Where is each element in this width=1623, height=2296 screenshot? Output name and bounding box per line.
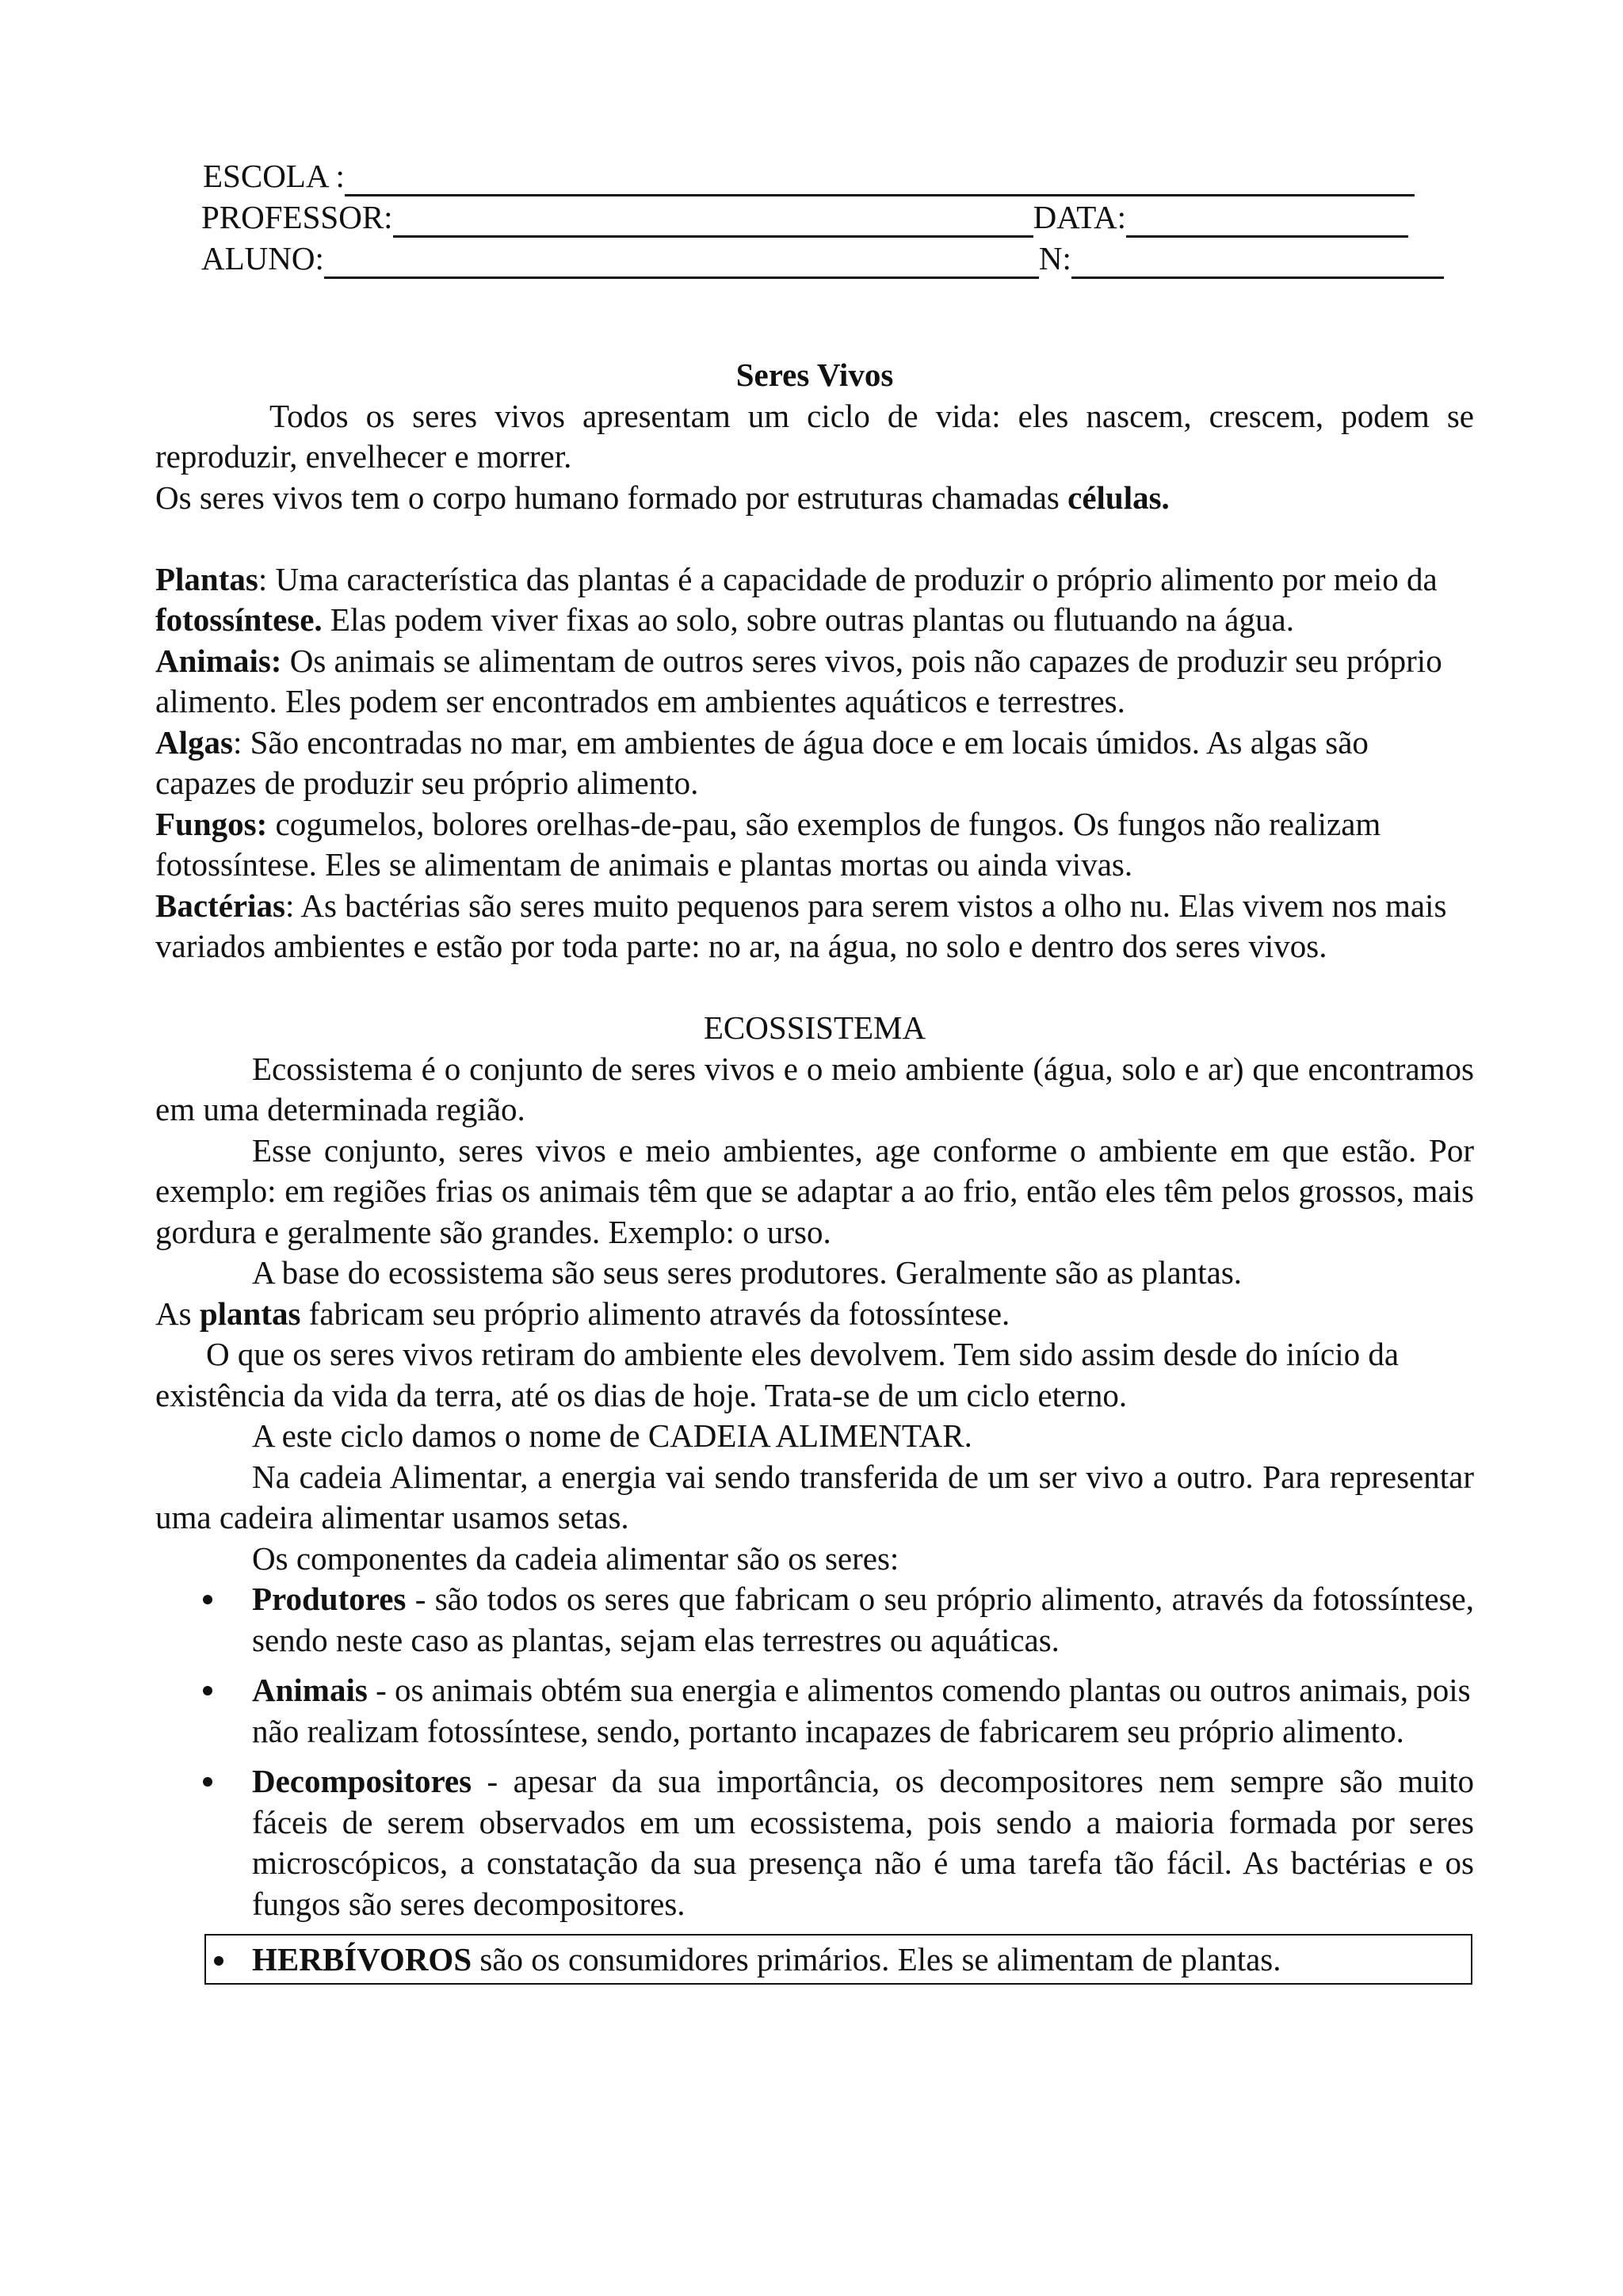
ecosystem-paragraph-8: Os componentes da cadeia alimentar são os seres: (252, 1539, 899, 1577)
bullet-icon (203, 1595, 212, 1604)
plantas-bold: plantas (199, 1295, 301, 1332)
ecosystem-paragraph-5: O que os seres vivos retiram do ambiente eles devolvem. Tem sido assim desde do início da existência da vida da terra, até os dias de hoje. Trata-se de um ciclo eterno. (155, 1336, 1400, 1413)
cells-paragraph: Os seres vivos tem o corpo humano formado por estruturas chamadas células. (155, 479, 1170, 516)
section-title-ecossistema: ECOSSISTEMA (703, 1009, 926, 1046)
number-label: N: (1038, 240, 1071, 277)
ecosystem-paragraph-2: Esse conjunto, seres vivos e meio ambientes, age conforme o ambiente em que estão. Por exemplo: em regiões frias os animais têm que se adaptar a ao frio, então eles têm pelos grossos, mais gordura e geralmente são grandes. Exemplo: o urso. (155, 1131, 1474, 1250)
animais-list-term: Animais (252, 1672, 368, 1708)
plantas-paragraph: Plantas: Uma característica das plantas é a capacidade de produzir o próprio alimento por meio da fotossíntese. Elas podem viver fixas ao solo, sobre outras plantas ou flutuando na água. (155, 560, 1438, 638)
decompositores-term: Decompositores (252, 1763, 472, 1799)
herbivoros-term: HERBÍVOROS (252, 1941, 472, 1978)
ecosystem-paragraph-7: Na cadeia Alimentar, a energia vai sendo transferida de um ser vivo a outro. Para representar uma cadeira alimentar usamos setas. (155, 1458, 1474, 1535)
list-item-produtores: Produtores - são todos os seres que fabricam o seu próprio alimento, através da fotossíntese, sendo neste caso as plantas, sejam elas terrestres ou aquáticas. (155, 1579, 1474, 1661)
fungos-term: Fungos: (155, 805, 268, 842)
bullet-icon (203, 1686, 212, 1695)
teacher-date-field (201, 196, 1408, 238)
ecosystem-paragraph-6: A este ciclo damos o nome de CADEIA ALIMENTAR. (252, 1417, 972, 1454)
spacer (155, 967, 1474, 1009)
list-item-animais: Animais - os animais obtém sua energia e alimentos comendo plantas ou outros animais, pois não realizam fotossíntese, sendo, portanto incapazes de fabricarem seu próprio alimento. (155, 1670, 1474, 1752)
student-label: ALUNO: (201, 240, 324, 277)
school-label: ESCOLA : (203, 158, 345, 194)
teacher-line (393, 205, 1033, 238)
ecosystem-paragraph-4: As plantas fabricam seu próprio alimento através da fotossíntese. (155, 1295, 1010, 1332)
algas-paragraph: Algas: São encontradas no mar, em ambientes de água doce e em locais úmidos. As algas são capazes de produzir seu próprio alimento. (155, 723, 1369, 801)
components-list (155, 1579, 1474, 1924)
document-body (155, 355, 1474, 1985)
cells-term: células. (1067, 479, 1170, 516)
school-line (345, 164, 1415, 196)
fungos-paragraph: Fungos: cogumelos, bolores orelhas-de-pau, são exemplos de fungos. Os fungos não realizam fotossíntese. Eles se alimentam de animais e plantas mortas ou ainda vivas. (155, 805, 1381, 883)
school-field (203, 155, 1415, 196)
intro-paragraph: Todos os seres vivos apresentam um ciclo de vida: eles nascem, crescem, podem se reproduzir, envelhecer e morrer. (155, 397, 1474, 475)
date-line (1126, 205, 1408, 238)
number-line (1071, 246, 1444, 279)
teacher-label: PROFESSOR: (201, 199, 393, 235)
list-item-decompositores: Decompositores - apesar da sua importância, os decompositores nem sempre são muito fáceis de serem observados em um ecossistema, pois sendo a maioria formada por seres microscópicos, a constatação da sua presença não é uma tarefa tão fácil. As bactérias e os fungos são seres decompositores. (155, 1761, 1474, 1924)
plantas-term: Plantas (155, 560, 258, 597)
spacer (155, 518, 1474, 559)
student-number-field (201, 238, 1444, 279)
bacterias-term: Bactérias (155, 887, 285, 924)
animais-term: Animais: (155, 642, 282, 679)
herbivoros-box: HERBÍVOROS são os consumidores primários. Eles se alimentam de plantas. (204, 1934, 1472, 1985)
ecosystem-paragraph-1: Ecossistema é o conjunto de seres vivos e o meio ambiente (água, solo e ar) que encontramos em uma determinada região. (155, 1050, 1474, 1127)
fotossintese-term: fotossíntese. (155, 601, 323, 638)
student-line (324, 246, 1039, 279)
section-title-seres-vivos: Seres Vivos (735, 357, 894, 393)
produtores-term: Produtores (252, 1581, 407, 1617)
algas-term: Algas (155, 723, 233, 761)
animais-paragraph: Animais: Os animais se alimentam de outros seres vivos, pois não capazes de produzir seu próprio alimento. Eles podem ser encontrados em ambientes aquáticos e terrestres. (155, 642, 1442, 719)
ecosystem-paragraph-3: A base do ecossistema são seus seres produtores. Geralmente são as plantas. (252, 1254, 1243, 1291)
bacterias-paragraph: Bactérias: As bactérias são seres muito pequenos para serem vistos a olho nu. Elas vivem nos mais variados ambientes e estão por toda parte: no ar, na água, no solo e dentro dos seres vivos. (155, 887, 1447, 964)
bullet-icon (214, 1956, 223, 1966)
bullet-icon (203, 1777, 212, 1787)
date-label: DATA: (1033, 199, 1126, 235)
